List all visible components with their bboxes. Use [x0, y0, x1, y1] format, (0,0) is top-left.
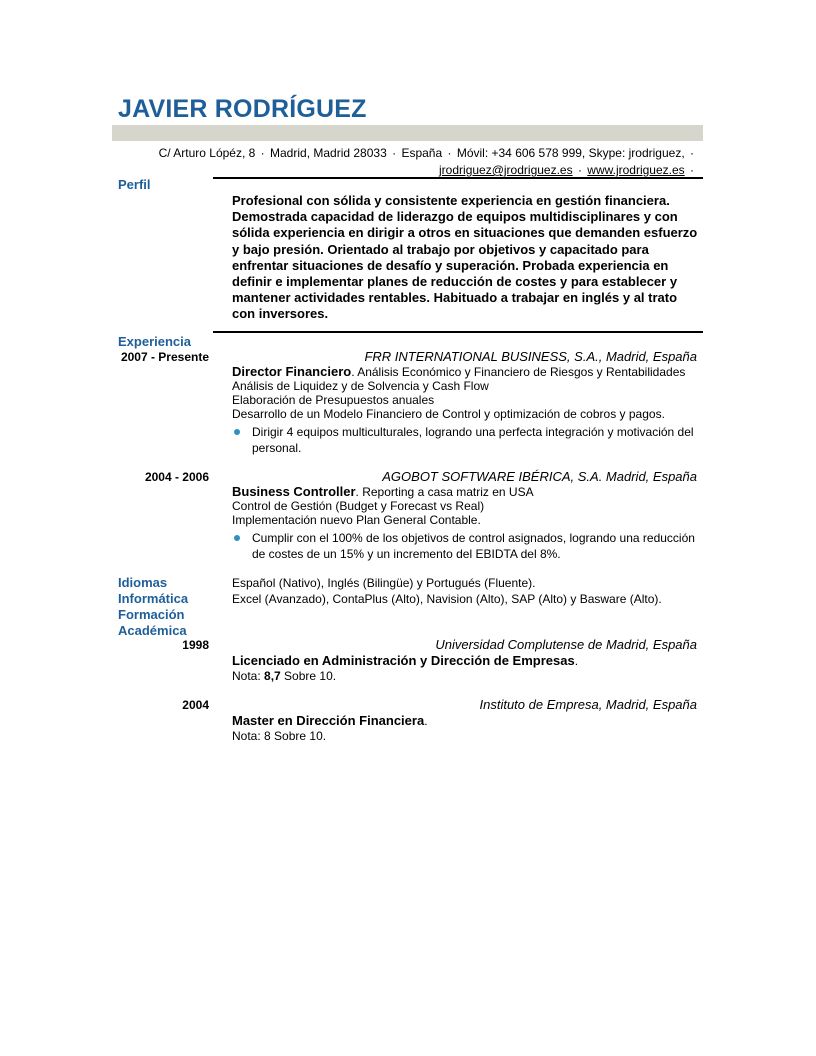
education-grade: Nota: 8 Sobre 10.: [232, 729, 327, 743]
address: C/ Arturo Lópéz, 8: [158, 146, 256, 160]
job-achievement: Cumplir con el 100% de los objetivos de control asignados, logrando una reducción de costes de un 15% y un incremento del EBIDTA del 8%.: [232, 531, 702, 562]
education-entry: Master en Dirección Financiera. Nota: 8 Sobre 10.: [232, 713, 702, 744]
job-title-suffix: . Reporting a casa matriz en USA: [355, 485, 534, 499]
job-achievement: Dirigir 4 equipos multiculturales, logrando una perfecta integración y motivación del personal.: [232, 425, 702, 456]
computing-list: Excel (Avanzado), ContaPlus (Alto), Navision (Alto), SAP (Alto) y Basware (Alto).: [232, 592, 662, 606]
education-degree: Licenciado en Administración y Dirección de Empresas: [232, 653, 575, 668]
job-title: Business Controller: [232, 484, 356, 499]
section-rule-experience: [213, 331, 703, 333]
job-duty: Control de Gestión (Budget y Forecast vs Real): [232, 499, 485, 513]
profile-summary: Profesional con sólida y consistente experiencia en gestión financiera. Demostrada capacidad de liderazgo de equipos multidisciplinares y con sólida experiencia en dirigir a otros en situaciones que demanden esfuerzo y bajo presión. Orientado al trabajo por objetivos y capacitado para enfrentar situaciones de desafío y superación. Probada experiencia en definir e implementar planes de reducción de costes y para establecer y mantener actividades rentables. Habituado a trabajar en inglés y al trato con inversores.: [232, 193, 698, 322]
email-link[interactable]: jrodriguez@jrodriguez.es: [439, 163, 573, 177]
education-entry: Licenciado en Administración y Dirección de Empresas. Nota: 8,7 Sobre 10.: [232, 653, 702, 684]
languages-list: Español (Nativo), Inglés (Bilingüe) y Portugués (Fluente).: [232, 576, 536, 590]
contact-info: [159, 145, 696, 178]
job-company: AGOBOT SOFTWARE IBÉRICA, S.A. Madrid, España: [382, 469, 697, 484]
education-year: 1998: [182, 638, 209, 652]
website-link[interactable]: www.jrodriguez.es: [587, 163, 685, 177]
contact-row-address: C/ Arturo Lópéz, 8 · Madrid, Madrid 28033 · España · Móvil: +34 606 578 999, Skype: jrodriguez, ·: [158, 146, 694, 160]
education-institution: Instituto de Empresa, Madrid, España: [479, 697, 697, 712]
education-year: 2004: [182, 698, 209, 712]
country: España: [401, 146, 443, 160]
section-heading-computing: Informática: [118, 591, 189, 606]
education-degree: Master en Dirección Financiera: [232, 713, 425, 728]
city: Madrid, Madrid 28033: [270, 146, 387, 160]
job-title-suffix: . Análisis Económico y Financiero de Riesgos y Rentabilidades: [351, 365, 686, 379]
contact-row-links: jrodriguez@jrodriguez.es · www.jrodriguez.es ·: [439, 163, 694, 177]
job-company: FRR INTERNATIONAL BUSINESS, S.A., Madrid, España: [364, 349, 697, 364]
job-entry: [232, 365, 702, 456]
job-duty: Desarrollo de un Modelo Financiero de Control y optimización de cobros y pagos.: [232, 407, 665, 421]
job-entry: [232, 485, 702, 562]
job-duty: Implementación nuevo Plan General Contable.: [232, 513, 481, 527]
skills-block: [232, 575, 662, 607]
section-heading-profile: Perfil: [118, 177, 151, 192]
section-heading-education-1: Formación: [118, 607, 185, 622]
phone: Móvil: +34 606 578 999,: [456, 146, 586, 160]
section-heading-languages: Idiomas: [118, 575, 168, 590]
job-title: Director Financiero: [232, 364, 352, 379]
job-dates: 2004 - 2006: [144, 470, 209, 484]
education-institution: Universidad Complutense de Madrid, España: [435, 637, 697, 652]
job-dates: 2007 - Presente: [120, 350, 209, 364]
bullet-icon: [234, 429, 240, 435]
job-duty: Análisis de Liquidez y de Solvencia y Cash Flow: [232, 379, 489, 393]
bullet-icon: [234, 535, 240, 541]
job-duty: Elaboración de Presupuestos anuales: [232, 393, 435, 407]
skype: Skype: jrodriguez,: [588, 146, 685, 160]
section-rule-profile: [213, 177, 703, 179]
candidate-name: JAVIER RODRÍGUEZ: [118, 95, 367, 123]
section-heading-education-2: Académica: [118, 623, 187, 638]
section-heading-experience: Experiencia: [118, 334, 191, 349]
header-divider-bar: [112, 125, 703, 141]
education-grade: Nota: 8,7 Sobre 10.: [232, 669, 337, 683]
